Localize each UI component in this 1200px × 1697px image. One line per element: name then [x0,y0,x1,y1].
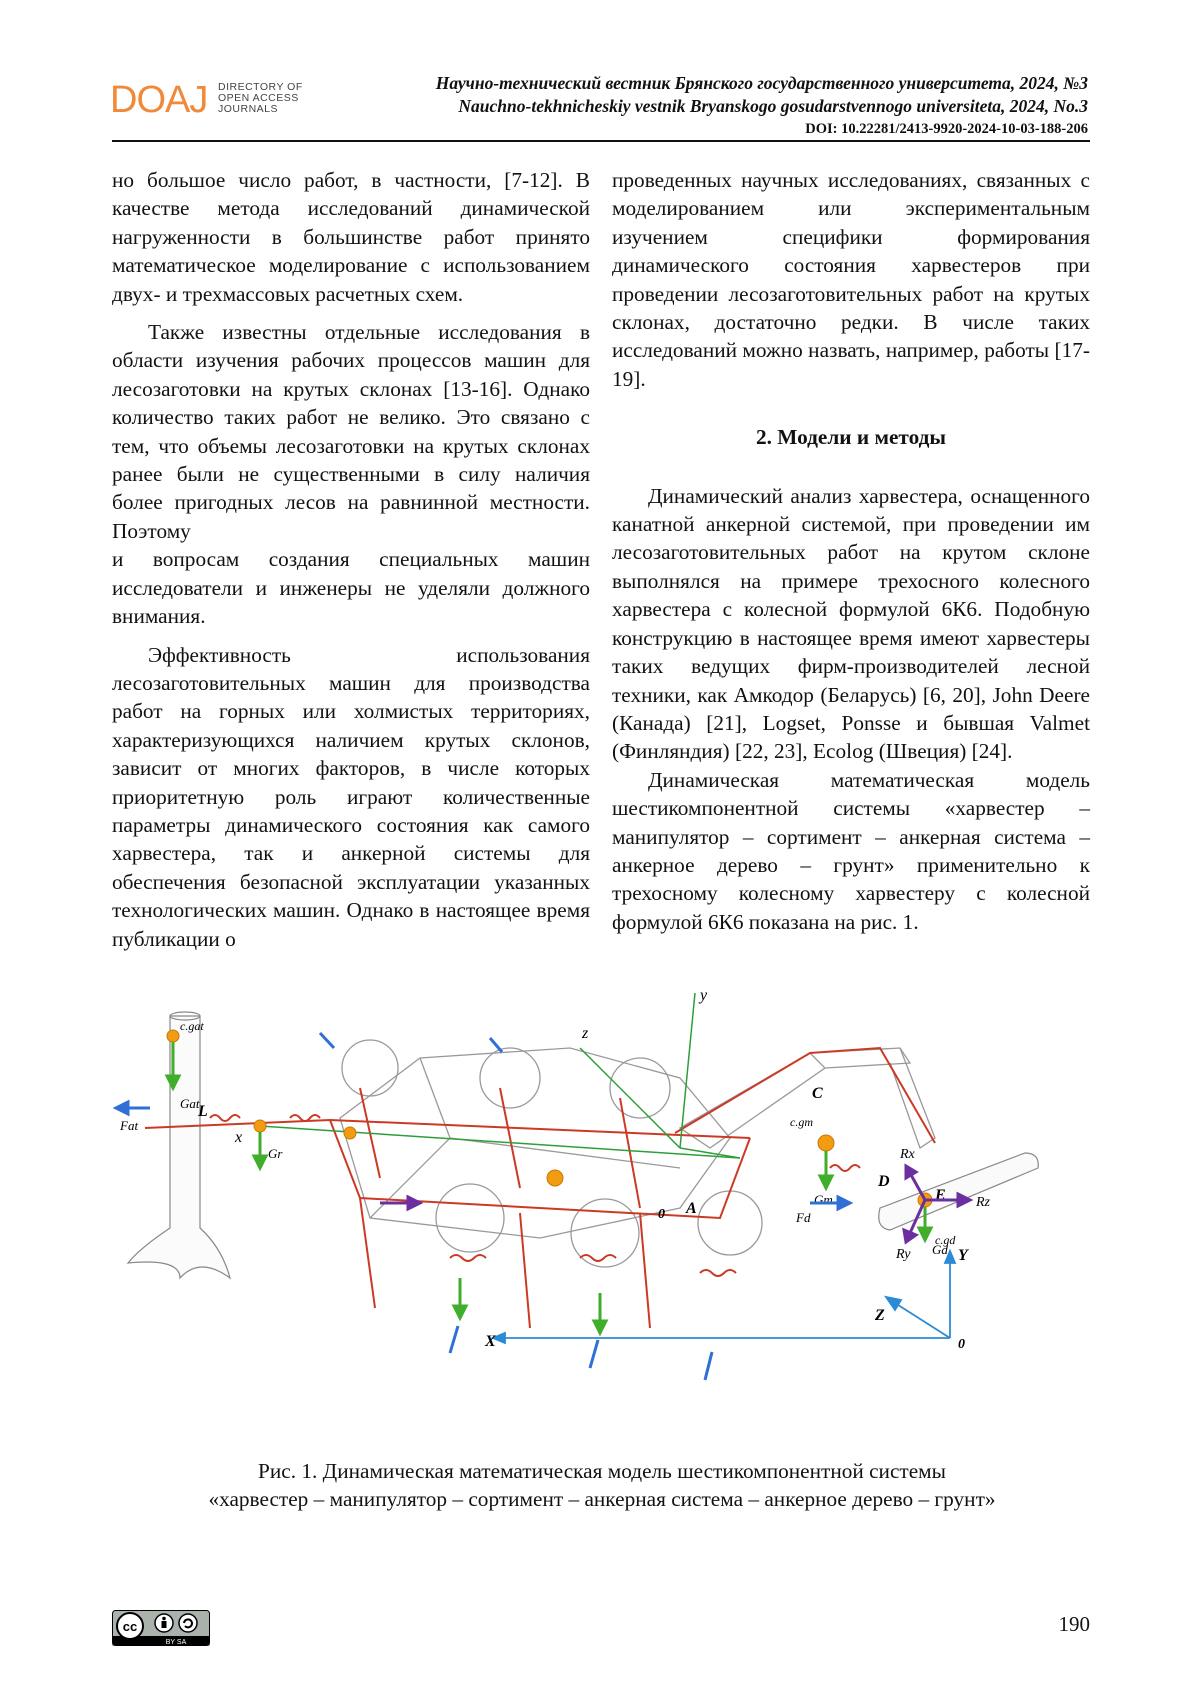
label-Gat: Gat [180,1096,200,1111]
axis-label-z: z [582,1025,589,1042]
global-axes [493,1251,955,1343]
force-arrows [116,1033,850,1380]
global-axis-Y: Y [958,1247,968,1264]
label-L: L [198,1103,208,1120]
local-axes [260,993,740,1158]
label-Gd: Gd [932,1242,948,1257]
doaj-logo-subtitle [218,82,303,115]
doi-link[interactable]: DOI: 10.22281/2413-9920-2024-10-03-188-206 [805,121,1088,137]
harvester-frame [340,1040,935,1267]
doaj-sub-line: DIRECTORY OF [218,81,303,93]
sortiment-log [879,1153,1038,1230]
journal-title-en: Nauchno-tekhnicheskiy vestnik Bryanskogo gosudarstvennogo universiteta, 2024, No.3 [458,96,1088,116]
label-Fd: Fd [796,1210,811,1225]
anchor-tree [128,1012,230,1278]
caption-line: «харвестер – манипулятор – сортимент – анкерная система – анкерное дерево – грунт» [208,1487,996,1511]
figure-diagram [120,987,1080,1448]
label-Ry: Ry [896,1247,911,1262]
doaj-logo [110,80,310,122]
axis-label-x: x [235,1129,243,1146]
header-rule [112,140,1090,142]
global-axis-Z: Z [875,1307,885,1324]
paragraph: Динамический анализ харвестера, оснащенного канатной анкерной системой, при проведении им лесозаготовительных работ на крутом склоне выполнялся на примере трехосного колесного харвестера с колесной формулой 6К6. Подобную конструкцию в настоящее время имеют харвестеры таких ведущих фирм-производителей лесной техники, как Амкодор (Беларусь) [6, 20], John Deere (Канада) [21], Logset, Ponsse и бывшая Valmet (Финляндия) [22, 23], Ecolog (Швеция) [24]. [612,483,1090,764]
label-cgat: c.gat [180,1019,204,1033]
global-origin: 0 [958,1337,965,1352]
axis-label-y: y [700,987,708,1004]
right-column [612,166,1090,936]
label-Rx: Rx [900,1147,915,1162]
label-zero: 0 [658,1207,665,1222]
license-text: BY SA [165,1639,187,1646]
paragraph: Также известны отдельные исследования в области изучения рабочих процессов машин для лесозаготовки на крутых склонах [13-16]. Однако количество таких работ не велико. Это связано с тем, что объемы лесозаготовки на крутых склонах ранее были не существенными в силу наличия более пригодных лесов на равнинной местности. Поэтому [112,320,590,543]
label-Gm: Gm [814,1192,833,1207]
doaj-sub-line: JOURNALS [218,103,279,115]
section-title: 2. Модели и методы [755,425,947,450]
center-of-gravity-points [167,1030,932,1207]
label-E: E [935,1187,946,1204]
svg-text:cc: cc [122,1619,138,1634]
paragraph: Динамическая математическая модель шестикомпонентной системы «харвестер – манипулятор – сортимент – анкерная система – анкерное дерево – грунт» применительно к трехосному колесному харвестеру с колесной формулой 6К6 показана на рис. 1. [612,767,1090,934]
label-C: C [812,1085,823,1102]
figure-1 [120,987,1080,1448]
global-axis-X: X [485,1333,496,1350]
label-cgd: c.gd [935,1233,956,1247]
cc-by-sa-license-icon[interactable] [112,1610,210,1646]
label-Rz: Rz [976,1195,990,1210]
label-A: A [686,1200,697,1217]
paragraph: но большое число работ, в частности, [7-12]. В качестве метода исследований динамической нагруженности в большинстве работ принято математическое моделирование с использованием двух- и трехмассовых расчетных схем. [112,168,590,306]
label-D: D [878,1173,890,1190]
page-number: 190 [1058,1612,1090,1636]
label-Gr: Gr [268,1146,283,1161]
journal-header [436,72,1088,141]
figure-caption [112,1457,1092,1513]
doaj-logo-mark: DOAJ [110,79,208,121]
label-cgm: c.gm [790,1115,813,1129]
left-column [112,166,590,953]
doaj-sub-line: OPEN ACCESS [218,92,299,104]
paragraph: и вопросам создания специальных машин исследователи и инженеры не уделяли должного внимания. [112,547,590,629]
journal-title-ru: Научно-технический вестник Брянского государственного университета, 2024, №3 [435,73,1088,93]
label-Fat: Fat [120,1118,139,1133]
paragraph: Эффективность использования лесозаготовительных машин для производства работ на горных или холмистых территориях, характеризующихся наличием крутых склонов, зависит от многих факторов, в числе которых приоритетную роль играют количественные параметры динамического состояния как самого харвестера, так и анкерной системы для обеспечения безопасной эксплуатации указанных технологических машин. Однако в настоящее время публикации о [112,642,590,951]
caption-line: Рис. 1. Динамическая математическая модель шестикомпонентной системы [258,1459,946,1483]
paragraph: проведенных научных исследованиях, связанных с моделированием или экспериментальным изучением специфики формирования динамического состояния харвестеров при проведении лесозаготовительных работ на крутых склонах, достаточно редки. В числе таких исследований можно назвать, например, работы [17-19]. [612,168,1090,391]
